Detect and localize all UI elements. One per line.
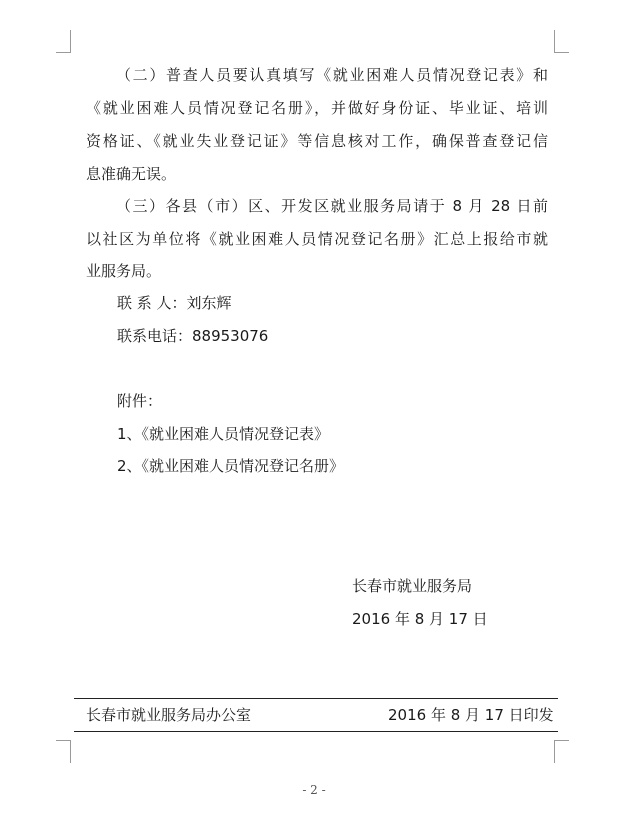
crop-mark-top-left — [56, 30, 71, 53]
attachment-label: 附件： — [117, 392, 163, 410]
crop-mark-bottom-right — [554, 740, 569, 763]
attachment-item-1: 1、《就业困难人员情况登记表》 — [117, 425, 330, 443]
para3-line-3: 业服务局。 — [86, 262, 162, 280]
page-number: - 2 - — [302, 783, 326, 797]
para3-line-1: （三）各县（市）区、开发区就业服务局请于 8 月 28 日前 — [116, 197, 548, 215]
para2-line-1: （二）普查人员要认真填写《就业困难人员情况登记表》和 — [116, 66, 548, 84]
footer-issue-date: 2016 年 8 月 17 日印发 — [388, 706, 554, 724]
contact-phone: 联系电话：88953076 — [117, 327, 269, 345]
crop-mark-bottom-left — [56, 740, 71, 763]
signature-date: 2016 年 8 月 17 日 — [352, 610, 488, 628]
footer-issuer: 长春市就业服务局办公室 — [86, 706, 252, 724]
attachment-item-2: 2、《就业困难人员情况登记名册》 — [117, 457, 345, 475]
para2-line-3: 资格证、《就业失业登记证》等信息核对工作，确保普查登记信 — [86, 132, 548, 150]
signature-org: 长春市就业服务局 — [352, 577, 473, 595]
footer-rule-top — [74, 698, 558, 699]
para2-line-2: 《就业困难人员情况登记名册》，并做好身份证、毕业证、培训 — [86, 99, 548, 117]
contact-person: 联 系 人：刘东辉 — [117, 294, 232, 312]
para3-line-2: 以社区为单位将《就业困难人员情况登记名册》汇总上报给市就 — [86, 230, 548, 248]
para2-line-4: 息准确无误。 — [86, 165, 177, 183]
footer-rule-bottom — [74, 731, 558, 732]
crop-mark-top-right — [554, 30, 569, 53]
